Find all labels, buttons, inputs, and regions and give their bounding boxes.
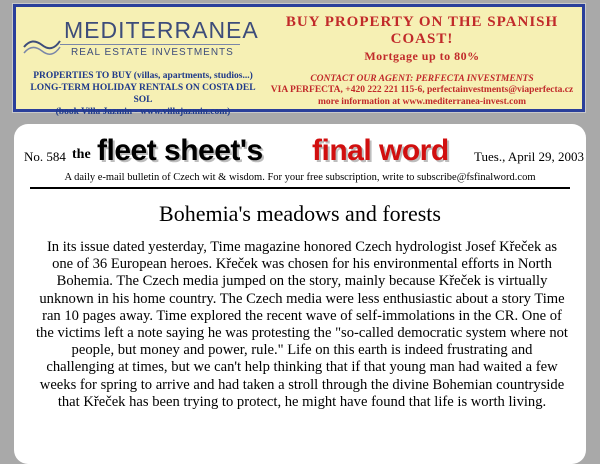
ad-subheadline: Mortgage up to 80% xyxy=(364,49,480,63)
masthead xyxy=(14,135,586,169)
article-body: In its issue dated yesterday, Time magazine honored Czech hydrologist Josef Křeček as one of 36 European heroes. Křeček was chosen for his environmental efforts in North Bohemia. The Czech media jumped on the story, mainly because Křeček is virtually unknown in his home country. The Czech media were less enthusiastic about a story Time ran 10 pages away. Time explored the recent wave of self-immolations in the CR. One of the victims left a note saying he was protesting the "so-called democratic system where not people, but money and power, rule." Life on this earth is indeed frustrating and challenging at times, but we can't help thinking that if that young man had waited a few weeks for spring to arrive and had taken a stroll through the divine Bohemian countryside that Křeček has been trying to protect, he might have found that life is worth living. xyxy=(36,239,568,410)
ad-contact: VIA PERFECTA, +420 222 221 115-6, perfectainvestments@viaperfecta.cz xyxy=(270,85,574,95)
ad-right-panel xyxy=(262,7,582,109)
ad-left-text xyxy=(28,70,258,118)
masthead-title-black: fleet sheet's xyxy=(97,134,263,167)
masthead-title-red: final word xyxy=(312,134,449,167)
newsletter-card xyxy=(14,124,586,464)
ad-logo-name: MEDITERRANEA xyxy=(64,17,259,43)
divider-rule xyxy=(30,187,570,189)
ad-headline: BUY PROPERTY ON THE SPANISH COAST! xyxy=(285,14,559,47)
ad-left-line: PROPERTIES TO BUY (villas, apartments, studios...) xyxy=(33,71,253,81)
ad-left-panel xyxy=(16,7,261,117)
article-headline: Bohemia's meadows and forests xyxy=(159,201,441,226)
masthead-the: the xyxy=(72,147,91,162)
ad-banner[interactable] xyxy=(13,4,585,117)
ad-logo-subtitle: REAL ESTATE INVESTMENTS xyxy=(71,47,234,58)
ad-agent: CONTACT OUR AGENT: PERFECTA INVESTMENTS xyxy=(310,74,534,84)
ad-logo-divider xyxy=(60,44,240,45)
ad-left-line: LONG-TERM HOLIDAY RENTALS ON COSTA DEL SOL xyxy=(30,83,256,105)
issue-date: Tues., April 29, 2003 xyxy=(474,149,585,164)
issue-number: No. 584 xyxy=(24,149,66,164)
tagline: A daily e-mail bulletin of Czech wit & wisdom. For your free subscription, write to subscribe@fsfinalword.com xyxy=(64,172,536,183)
ad-left-line: (book Villa Jazmin - www.villajazmin.com) xyxy=(55,107,231,117)
wave-logo-icon xyxy=(22,29,62,57)
ad-more-info: more information at www.mediterranea-invest.com xyxy=(318,97,526,107)
